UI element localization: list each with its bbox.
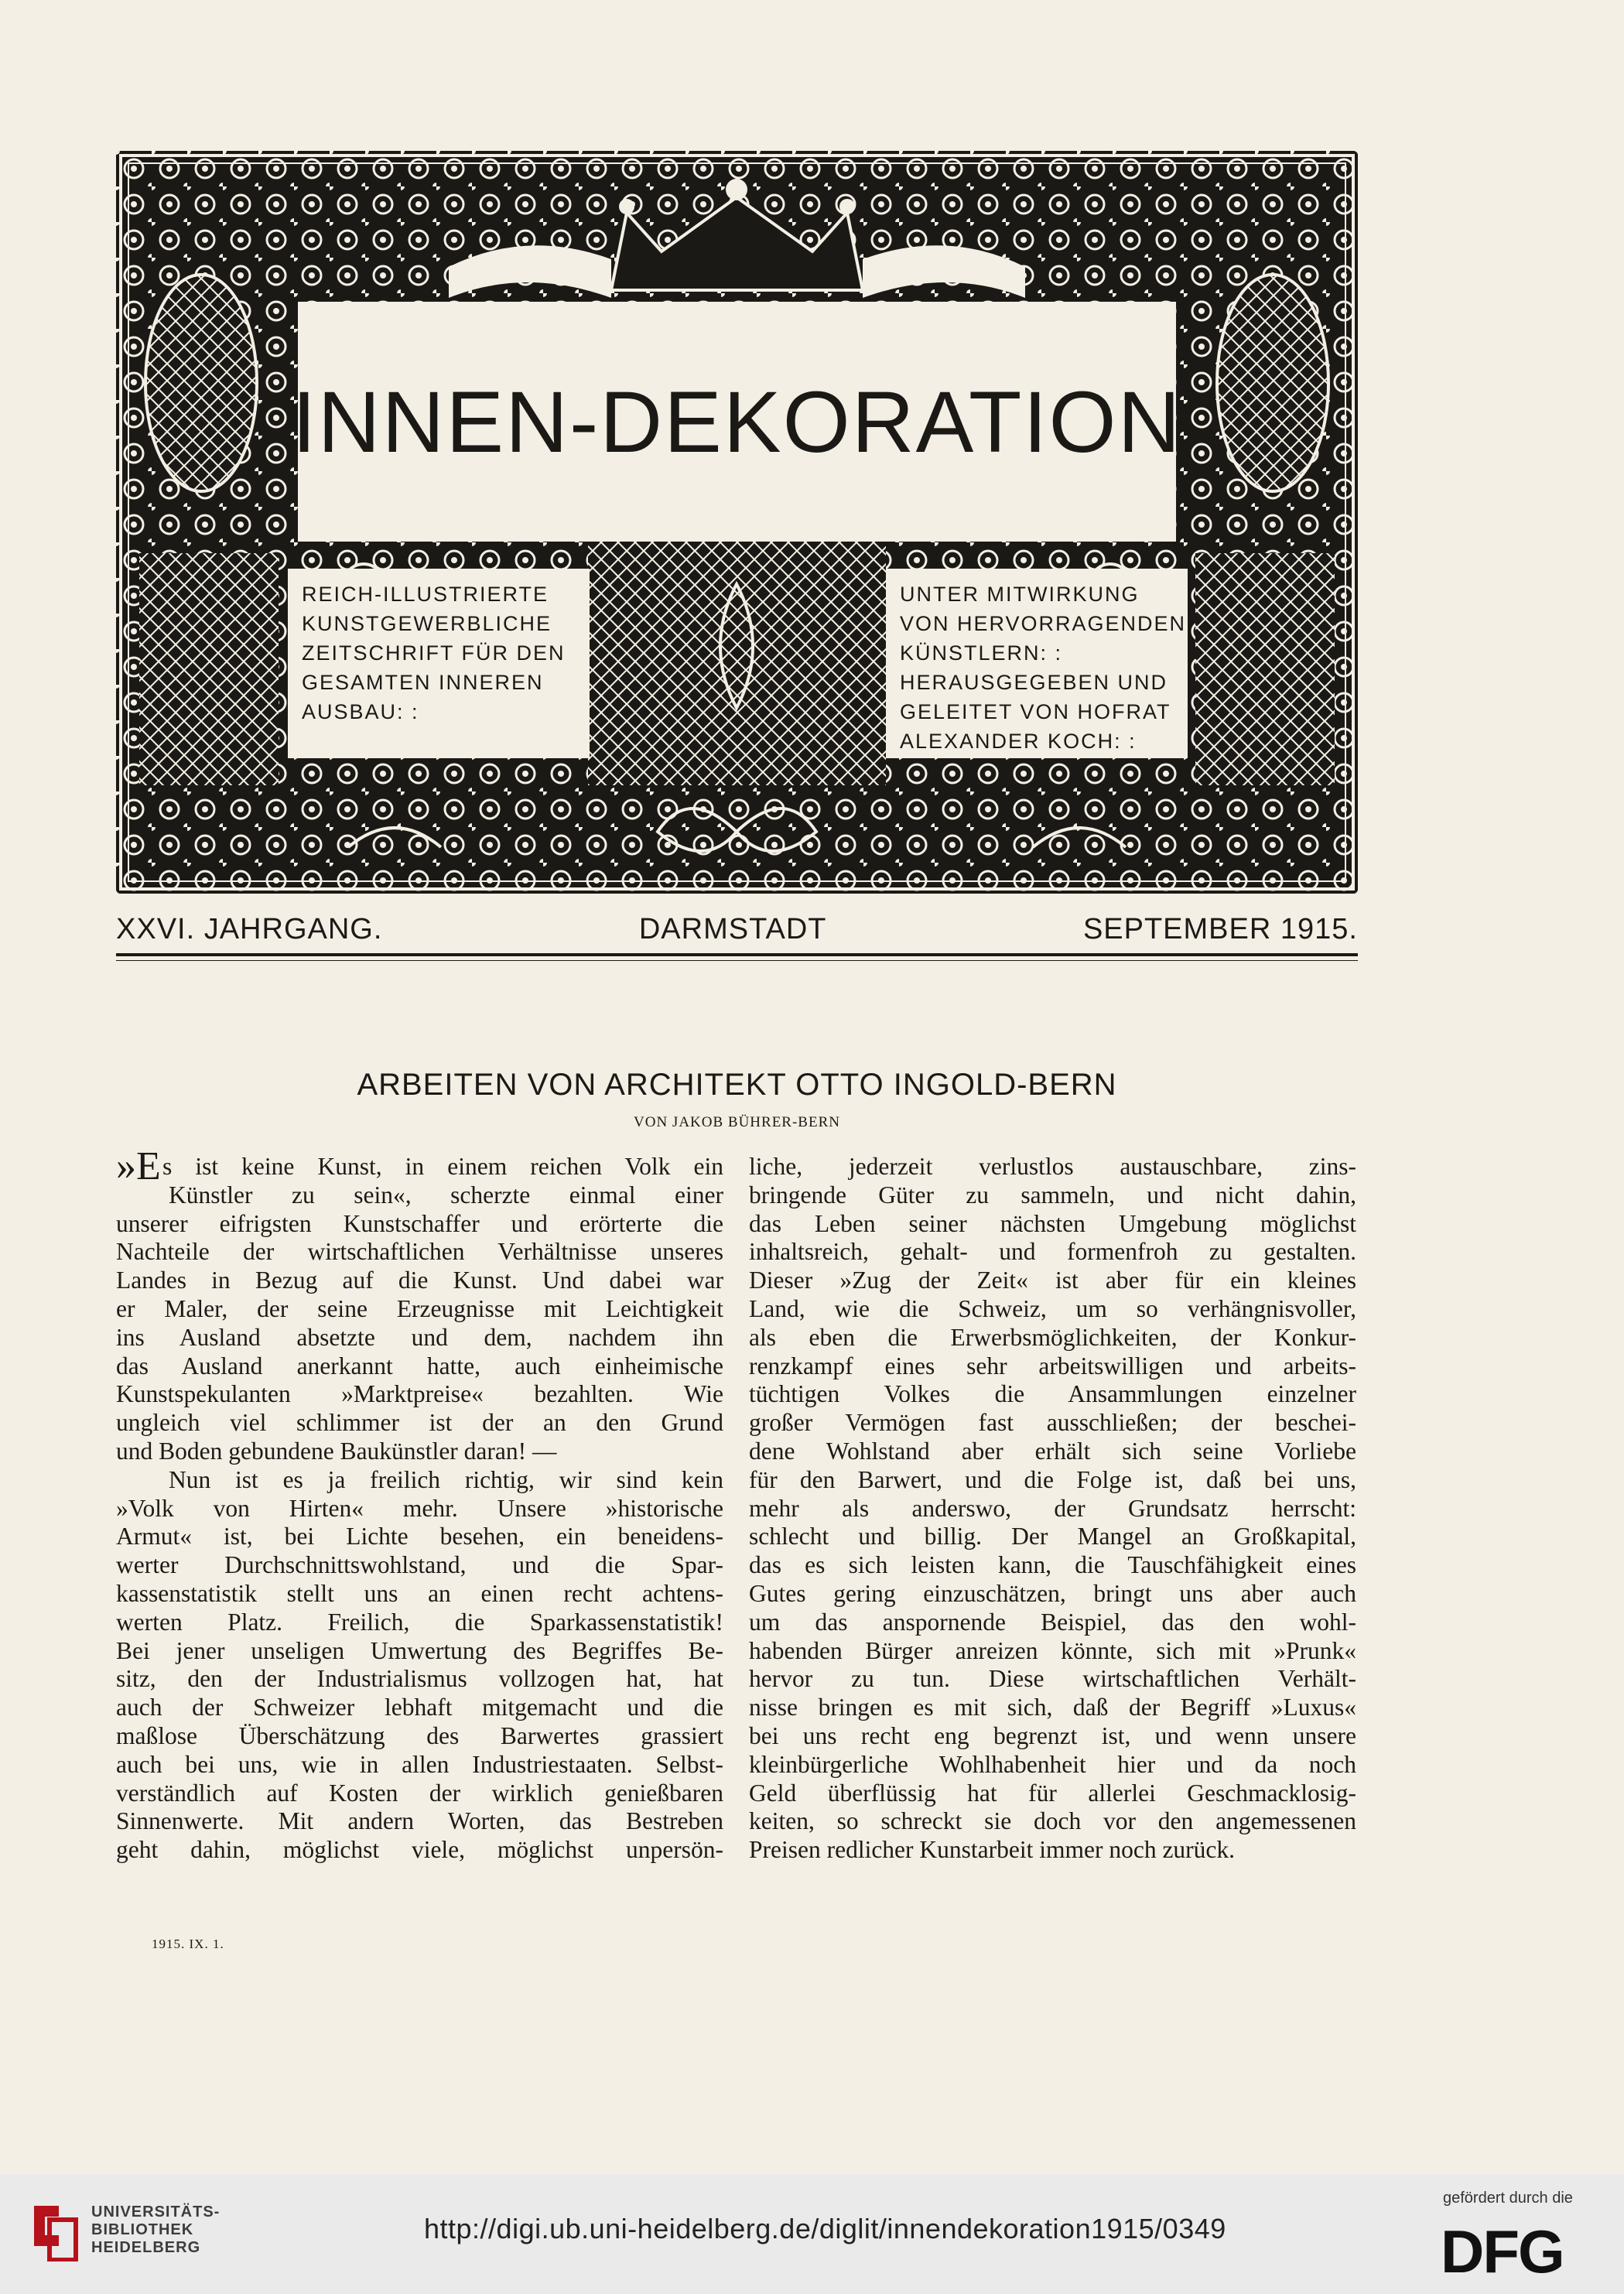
text-line: nisse bringen es mit sich, daß der Begriff »Luxus« bbox=[749, 1694, 1356, 1721]
text-line: bei uns recht eng begrenzt ist, und wenn unsere bbox=[749, 1721, 1356, 1749]
info-line: ALEXANDER KOCH: : bbox=[900, 730, 1137, 753]
text-line: ungleich viel schlimmer ist der an den Grund bbox=[116, 1409, 723, 1437]
drop-cap: »E bbox=[116, 1153, 161, 1181]
masthead-left-panel bbox=[288, 569, 590, 758]
text-line: und Boden gebundene Baukünstler daran! — bbox=[116, 1437, 557, 1465]
divider bbox=[116, 960, 1358, 961]
funding-caption: gefördert durch die bbox=[1443, 2190, 1573, 2207]
text-line: bringende Güter zu sammeln, und nicht dahin, bbox=[749, 1181, 1356, 1209]
text-line: Nun ist es ja freilich richtig, wir sind kein bbox=[169, 1465, 723, 1493]
text-line: Bei jener unseligen Umwertung des Begriffes Be- bbox=[116, 1636, 723, 1664]
info-line: GELEITET VON HOFRAT bbox=[900, 700, 1171, 723]
issue-line bbox=[116, 905, 1358, 953]
info-line: GESAMTEN INNEREN bbox=[302, 671, 544, 694]
digitization-footer bbox=[0, 2174, 1624, 2294]
issue-date: SEPTEMBER 1915. bbox=[1082, 912, 1358, 945]
text-line: mehr als anderswo, der Grundsatz herrscht: bbox=[749, 1494, 1356, 1522]
text-line: habenden Bürger anreizen könnte, sich mit »Prunk« bbox=[749, 1636, 1356, 1664]
text-line: Geld überflüssig hat für allerlei Geschmacklosig- bbox=[749, 1779, 1356, 1807]
article-title: ARBEITEN VON ARCHITEKT OTTO INGOLD-BERN bbox=[357, 1068, 1117, 1102]
text-line: das Leben seiner nächsten Umgebung möglichst bbox=[749, 1209, 1356, 1237]
text-line: »Es ist keine Kunst, in einem reichen Volk ein bbox=[116, 1153, 723, 1181]
text-line: keiten, so schreckt sie doch vor den angemessenen bbox=[749, 1807, 1356, 1835]
source-url-link[interactable]: http://digi.ub.uni-heidelberg.de/diglit/innendekoration1915/0349 bbox=[424, 2213, 1226, 2244]
text-line: das es sich leisten kann, die Tauschfähigkeit eines bbox=[749, 1551, 1356, 1579]
masthead-title: INNEN-DEKORATION bbox=[292, 373, 1182, 470]
text-line: Sinnenwerte. Mit andern Worten, das Bestreben bbox=[116, 1807, 723, 1835]
text-line: werter Durchschnittswohlstand, und die Spar- bbox=[116, 1551, 723, 1579]
text-line: Landes in Bezug auf die Kunst. Und dabei war bbox=[116, 1267, 723, 1294]
info-line: AUSBAU: : bbox=[302, 700, 419, 723]
text-line: maßlose Überschätzung des Barwertes grassiert bbox=[116, 1721, 723, 1749]
text-line: auch bei uns, wie in allen Industriestaaten. Selbst- bbox=[116, 1750, 723, 1778]
library-name: UNIVERSITÄTS- BIBLIOTHEK HEIDELBERG bbox=[91, 2203, 221, 2256]
text-line: Preisen redlicher Kunstarbeit immer noch zurück. bbox=[749, 1836, 1236, 1864]
text-line: als eben die Erwerbsmöglichkeiten, der Konkur- bbox=[749, 1323, 1356, 1351]
text-line: inhaltsreich, gehalt- und formenfroh zu gestalten. bbox=[749, 1238, 1356, 1266]
info-line: KUNSTGEWERBLICHE bbox=[302, 612, 552, 635]
info-line: ZEITSCHRIFT FÜR DEN bbox=[302, 641, 566, 665]
text-line: Gutes gering einzuschätzen, bringt uns aber auch bbox=[749, 1579, 1356, 1607]
divider bbox=[116, 953, 1358, 956]
text-line: verständlich auf Kosten der wirklich genießbaren bbox=[116, 1779, 723, 1807]
text-line: tüchtigen Volkes die Ansammlungen einzelner bbox=[749, 1380, 1356, 1408]
text-line: kassenstatistik stellt uns an einen recht achtens- bbox=[116, 1579, 723, 1607]
masthead-right-panel bbox=[886, 569, 1188, 758]
text-line: er Maler, der seine Erzeugnisse mit Leichtigkeit bbox=[116, 1294, 723, 1322]
text-line: für den Barwert, und die Folge ist, daß bei uns, bbox=[749, 1465, 1356, 1493]
text-line: »Volk von Hirten« mehr. Unsere »historische bbox=[116, 1494, 723, 1522]
info-line: UNTER MITWIRKUNG bbox=[900, 583, 1140, 606]
text-line: Künstler zu sein«, scherzte einmal einer bbox=[169, 1181, 723, 1209]
page-signature: 1915. IX. 1. bbox=[152, 1937, 224, 1951]
text-line: großer Vermögen fast ausschließen; der beschei- bbox=[749, 1409, 1356, 1437]
text-line: sitz, den der Industrialismus vollzogen hat, hat bbox=[116, 1665, 723, 1693]
text-line: kleinbürgerliche Wohlhabenheit hier und da noch bbox=[749, 1750, 1356, 1778]
text-line: Kunstspekulanten »Marktpreise« bezahlten. Wie bbox=[116, 1380, 723, 1408]
text-line: Armut« ist, bei Lichte besehen, ein beneidens- bbox=[116, 1523, 723, 1550]
text-line: werten Platz. Freilich, die Sparkassenstatistik! bbox=[116, 1608, 723, 1636]
dfg-logo: DFG bbox=[1441, 2217, 1564, 2285]
text-line: hervor zu tun. Diese wirtschaftlichen Verhält- bbox=[749, 1665, 1356, 1693]
text-line: schlecht und billig. Der Mangel an Großkapital, bbox=[749, 1523, 1356, 1550]
text-line: Nachteile der wirtschaftlichen Verhältnisse unseres bbox=[116, 1238, 723, 1266]
text-line: Land, wie die Schweiz, um so verhängnisvoller, bbox=[749, 1294, 1356, 1322]
text-line: ins Ausland absetzte und dem, nachdem ihn bbox=[116, 1323, 723, 1351]
info-line: HERAUSGEGEBEN UND bbox=[900, 671, 1168, 694]
text-line: dene Wohlstand aber erhält sich seine Vorliebe bbox=[749, 1437, 1356, 1465]
text-line: geht dahin, möglichst viele, möglichst unpersön- bbox=[116, 1836, 723, 1864]
info-line: REICH-ILLUSTRIERTE bbox=[302, 583, 549, 606]
text-line: liche, jederzeit verlustlos austauschbare, zins- bbox=[749, 1153, 1356, 1180]
ornamental-masthead bbox=[116, 151, 1358, 894]
text-line: renzkampf eines sehr arbeitswilligen und arbeits- bbox=[749, 1352, 1356, 1379]
masthead-title-panel bbox=[292, 302, 1182, 542]
text-line: Dieser »Zug der Zeit« ist aber für ein kleines bbox=[749, 1267, 1356, 1294]
article-byline: VON JAKOB BÜHRER-BERN bbox=[634, 1114, 840, 1130]
issue-volume: XXVI. JAHRGANG. bbox=[116, 912, 383, 945]
text-line: das Ausland anerkannt hatte, auch einheimische bbox=[116, 1352, 723, 1379]
text-column-left bbox=[116, 1153, 723, 1865]
university-library-logo-icon bbox=[31, 2201, 79, 2262]
text-line: auch der Schweizer lebhaft mitgemacht und die bbox=[116, 1694, 723, 1721]
info-line: KÜNSTLERN: : bbox=[900, 641, 1063, 665]
text-column-right bbox=[749, 1153, 1356, 1865]
text-line: unserer eifrigsten Kunstschaffer und erörterte die bbox=[116, 1209, 723, 1237]
info-line: VON HERVORRAGENDEN bbox=[900, 612, 1187, 635]
text-line: um das anspornende Beispiel, das den wohl- bbox=[749, 1608, 1356, 1636]
issue-place: DARMSTADT bbox=[638, 912, 827, 945]
